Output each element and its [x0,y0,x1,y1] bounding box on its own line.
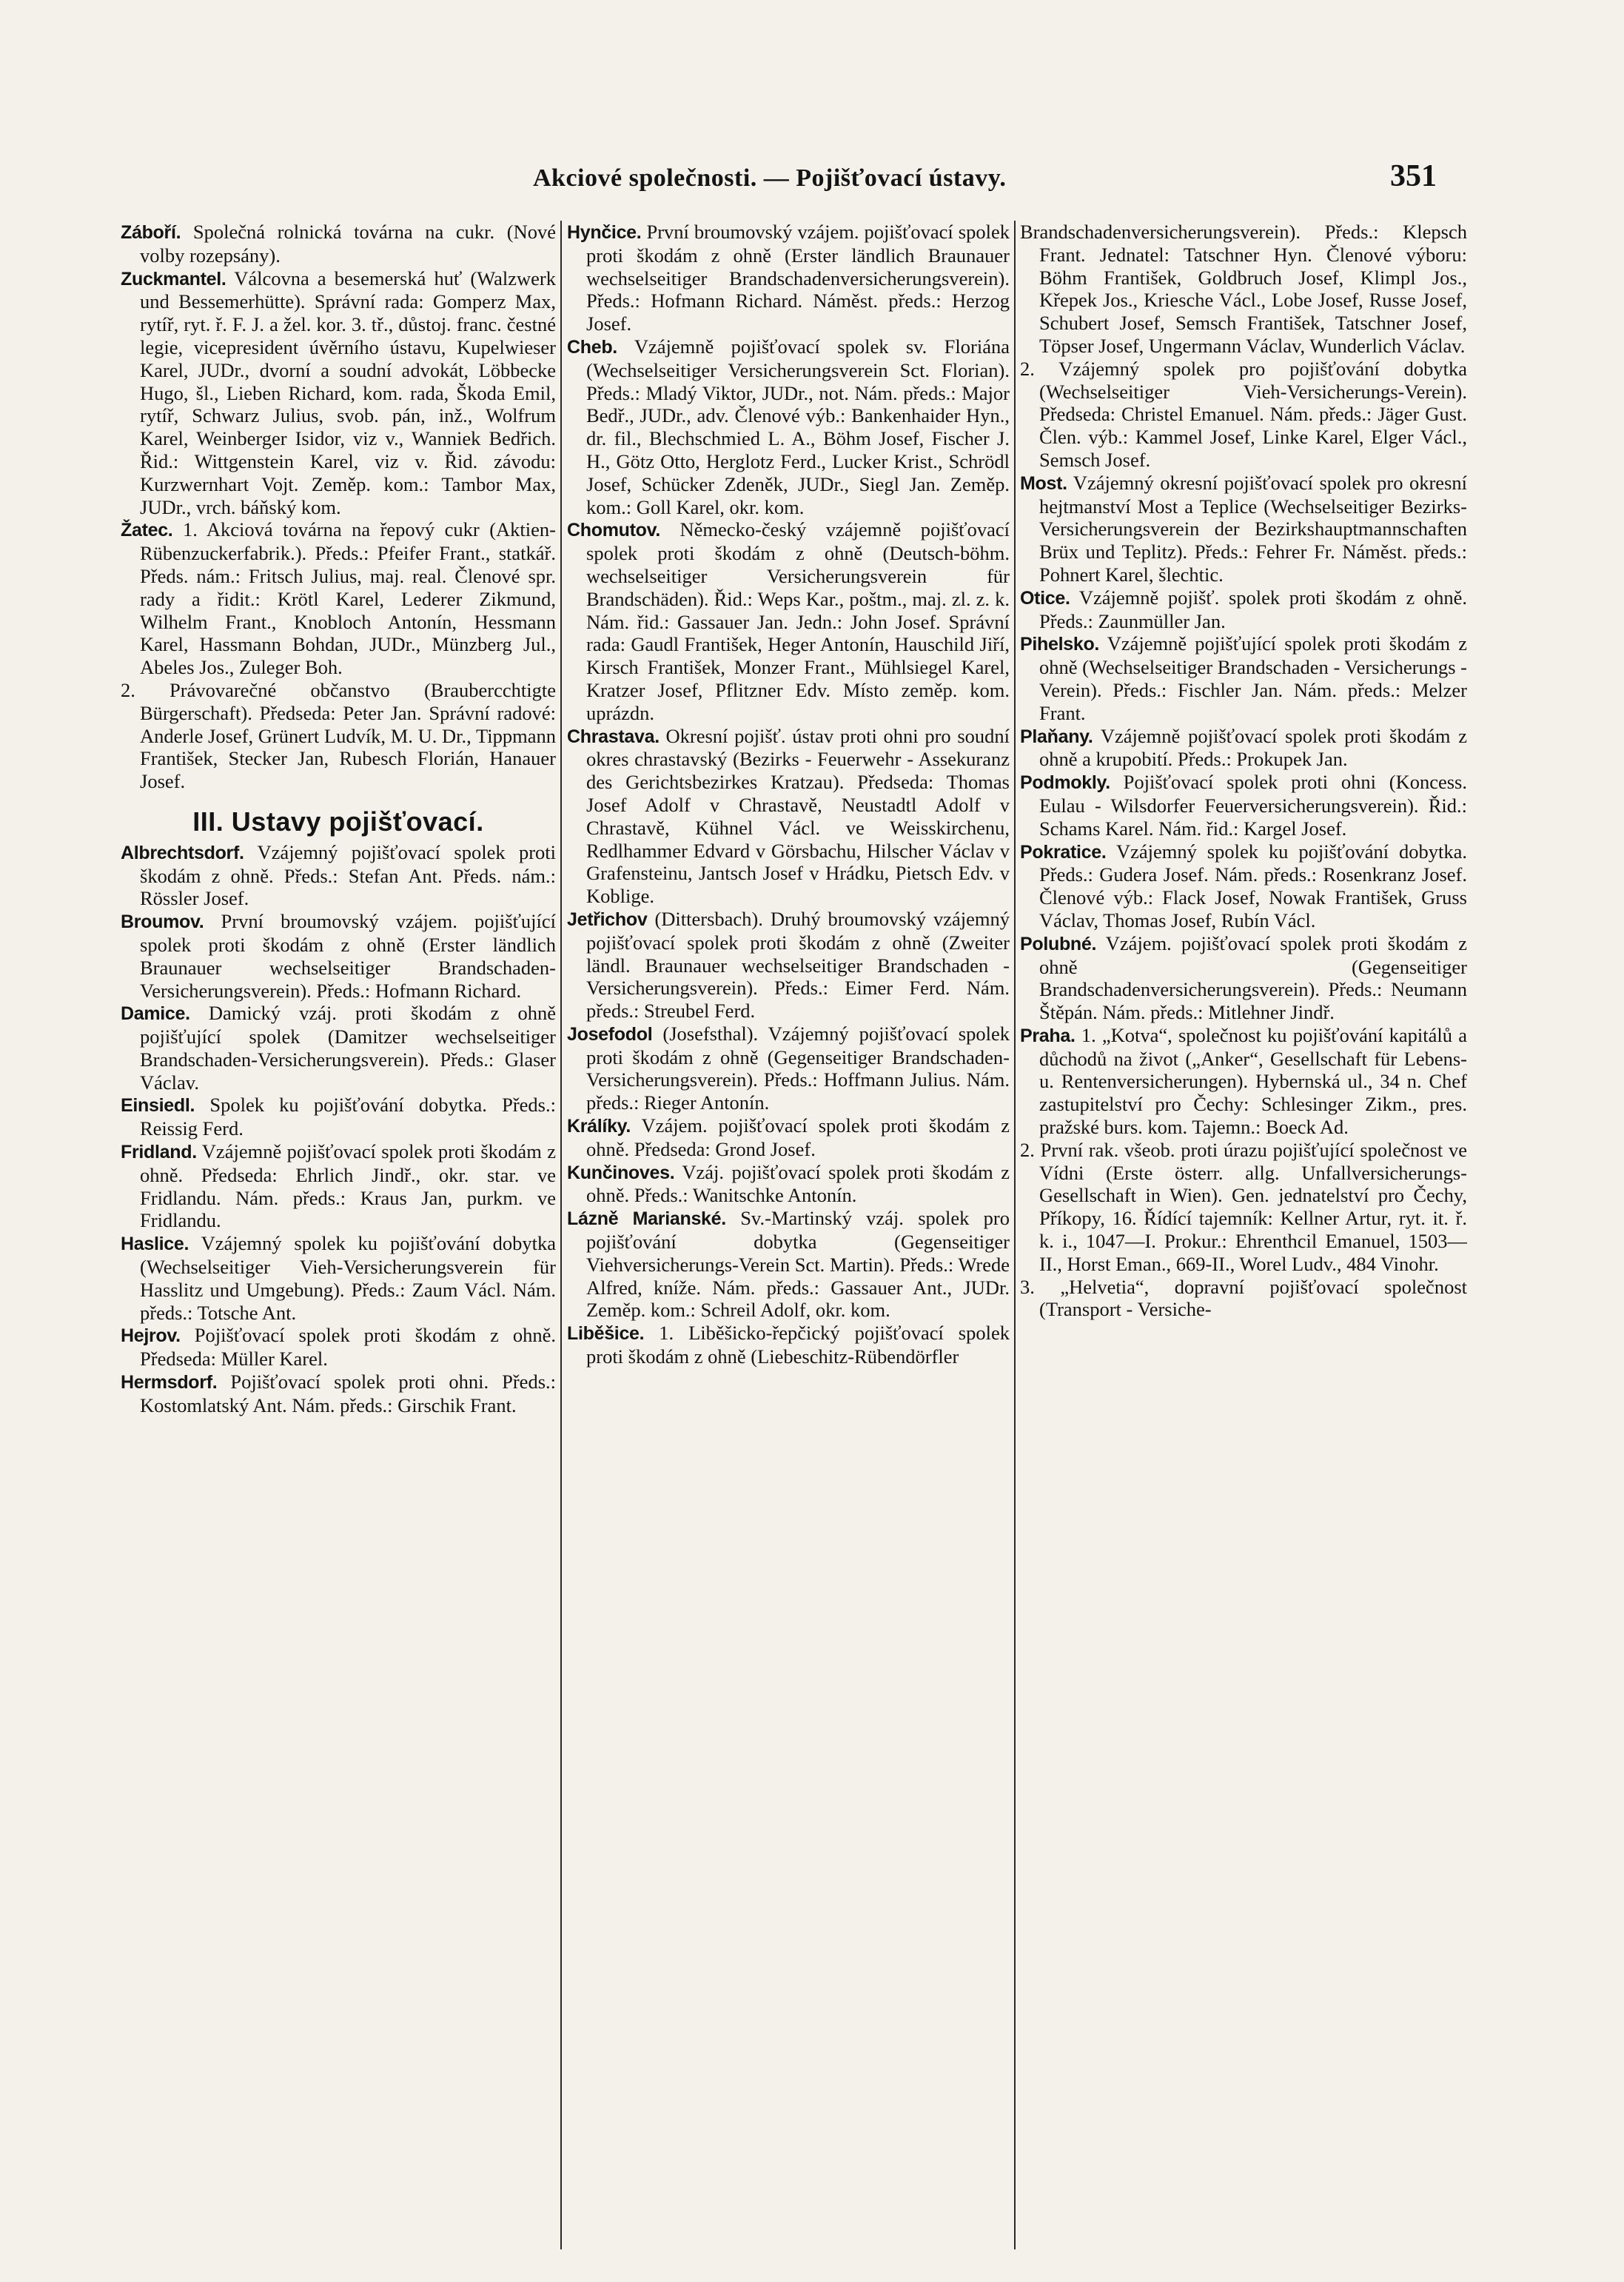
entry-text: 1. Liběšicko-řepčický pojišťovací spolek proti škodám z ohně (Liebeschitz-Rübendörfler [586,1322,1010,1368]
entry-josefodol [567,1022,1010,1114]
entry-text: Pojišťovací spolek proti ohni. Předs.: Kostomlatský Ant. Nám. předs.: Girschik Frant. [140,1371,556,1416]
entry-text: Sv.-Martinský vzáj. spolek pro pojišťování dobytka (Gegenseitiger Viehversicherungs-Verein Sct. Martin). Předs.: Wrede Alfred, kníže. Nám. předs.: Gassauer Ant., JUDr. Zeměp. kom.: Schreil Adolf, okr. kom. [586,1207,1010,1322]
entry-text: Vzáj. pojišťovací spolek proti škodám z ohně. Předs.: Wanitschke Antonín. [586,1160,1010,1207]
entry-praha-3: 3. „Helvetia“, dopravní pojišťovací společnost (Transport - Versiche- [1020,1275,1467,1321]
entry-keyword: Chomutov. [567,520,660,541]
entry-albrechtsdorf [121,840,556,910]
entry-keyword: Žatec. [121,520,173,541]
entry-zuckmantel [121,267,556,519]
entry-text: Damický vzáj. proti škodám z ohně pojišťující spolek (Damitzer wechselseitiger Brandschaden-Versicherungsverein). Předs.: Glaser Václav. [140,1002,556,1094]
entry-text: (Dittersbach). Druhý broumovský vzájemný pojišťovací spolek proti škodám z ohně (Zweiter ländl. Braunauer wechselseitiger Brandschaden - Versicherungsverein). Předs.: Eimer Ferd. Nám. předs.: Streubel Ferd. [586,907,1010,1023]
entry-text: 1. „Kotva“, společnost ku pojišťování kapitálů a důchodů na život („Anker“, Gesellschaft für Lebens- u. Rentenversicherungen). Hybernská ul., 34 n. Chef zastupitelství pro Čechy: Schlesinger Zikm., pres. pražské burs. kom. Tajemn.: Boeck Ad. [1039,1023,1467,1139]
entry-keyword: Einsiedl. [121,1095,195,1117]
entry-text: První broumovský vzájem. pojišťovací spolek proti škodám z ohně (Erster ländlich Braunauer wechselseitiger Brandschadenversicherungsverein). Předs.: Hofmann Richard. Náměst. předs.: Herzog Josef. [586,221,1010,335]
entry-keyword: Haslice. [121,1234,189,1255]
entry-keyword: Polubné. [1020,933,1097,954]
entry-zabori [121,221,556,267]
entry-polubne [1020,931,1467,1024]
column-divider [1014,221,1016,2249]
entry-text: Válcovna a besemerská huť (Walzwerk und Bessemerhütte). Správní rada: Gomperz Max, rytíř, ryt. ř. F. J. a žel. kor. 3. tř., důstoj. franc. čestné legie, vicepresident úvěrního ústavu, Kupelwieser Karel, JUDr., dvorní a soudní advokát, Löbbecke Hugo, šl., Lieben Richard, kom. rada, Škoda Emil, rytíř, Schwarz Julius, svob. pán, inž., Wolfrum Karel, Weinberger Isidor, viz v., Wanniek Bedřich. Řid.: Wittgenstein Karel, viz v. Řid. závodu: Kurzwernhart Vojt. Zeměp. kom.: Tambor Max, JUDr., vrch. báňský kom. [140,267,556,518]
entry-einsiedl [121,1094,556,1140]
page-number: 351 [1390,159,1437,193]
entry-keyword: Praha. [1020,1025,1076,1046]
entry-keyword: Hejrov. [121,1325,181,1347]
entry-most [1020,471,1467,586]
entry-lazne-marianske [567,1207,1010,1322]
entry-text: Vzájemný okresní pojišťovací spolek pro okresní hejtmanství Most a Teplice (Wechselseitiger Bezirks-Versicherungsverein der Bezirkshauptmannschaften Brüx und Teplitz). Předs.: Fehrer Fr. Náměst. předs.: Pohnert Karel, šlechtic. [1039,471,1467,586]
entry-planany [1020,724,1467,772]
entry-text: (Josefsthal). Vzájemný pojišťovací spolek proti škodám z ohně (Gegenseitiger Brandschaden-Versicherungsverein). Předs.: Hoffmann Julius. Nám. předs.: Rieger Antonín. [586,1022,1010,1114]
entry-text: Spolek ku pojišťování dobytka. Předs.: Reissig Ferd. [140,1094,556,1140]
entry-keyword: Pihelsko. [1020,634,1100,655]
entry-keyword: Chrastava. [567,726,660,747]
entry-text: Okresní pojišť. ústav proti ohni pro soudní okres chrastavský (Bezirks - Feuerwehr - Assekuranz des Gerichtsbezirkes Kratzau). Předseda: Thomas Josef Adolf v Chrastavě, Neustadtl Adolf v Chrastavě, Kühnel Václ. ve Weisskirchenu, Redlhammer Edvard v Görsbachu, Hilscher Václav v Grafensteinu, Jantsch Josef v Hrádku, Pietsch Edv. v Koblige. [586,724,1010,908]
entry-text: Vzájemně pojišť. spolek proti škodám z ohně. Předs.: Zaunmüller Jan. [1039,586,1467,632]
entry-praha [1020,1023,1467,1139]
entry-zatec-2: 2. Právovarečné občanstvo (Braubercchtigte Bürgerschaft). Předseda: Peter Jan. Správní radové: Anderle Josef, Grünert Ludvík, M. U. Dr., Tippmann František, Stecker Jan, Rubesch Florián, Hanauer Josef. [121,678,556,793]
entry-jetrichov [567,907,1010,1023]
entry-pokratice [1020,840,1467,932]
running-title: Akciové společnosti. — Pojišťovací ústavy. [533,164,1007,192]
entry-fridland [121,1140,556,1232]
entry-keyword: Zuckmantel. [121,268,227,290]
entry-libesice-2: 2. Vzájemný spolek pro pojišťování dobytka (Wechselseitiger Vieh-Versicherungs-Verein). Předseda: Christel Emanuel. Nám. předs.: Jäger Gust. Člen. výb.: Kammel Josef, Linke Karel, Elger Václ., Semsch Josef. [1020,357,1467,471]
entry-hyncice [567,221,1010,335]
entry-pihelsko [1020,632,1467,724]
column-middle [567,221,1010,2279]
entry-text: Pojišťovací spolek proti ohni (Koncess. Eulau - Wilsdorfer Feuerversicherungsverein). Řid.: Schams Karel. Nám. řid.: Kargel Josef. [1039,771,1467,840]
entry-text: Vzájem. pojišťovací spolek proti škodám z ohně (Gegenseitiger Brandschadenversicherungsverein). Předs.: Neumann Štěpán. Nám. předs.: Mitlehner Jindř. [1039,931,1467,1024]
entry-text: Vzájemně pojišťující spolek proti škodám z ohně (Wechselseitiger Brandschaden - Versicherungs - Verein). Předs.: Fischler Jan. Nám. předs.: Melzer Frant. [1039,632,1467,724]
entry-chomutov [567,518,1010,724]
entry-text: Vzájemně pojišťovací spolek proti škodám z ohně a krupobití. Předs.: Prokupek Jan. [1039,724,1467,771]
entry-keyword: Broumov. [121,911,204,933]
entry-text: Pojišťovací spolek proti škodám z ohně. Předseda: Müller Karel. [140,1324,556,1371]
entry-text: Vzájemný spolek ku pojišťování dobytka. Předs.: Gudera Josef. Nám. předs.: Rosenkranz Josef. Členové výb.: Flack Josef, Nowak František, Gruss Václav, Thomas Josef, Rubín Václ. [1039,840,1467,931]
section-heading: III. Ustavy pojišťovací. [192,806,484,837]
entry-keyword: Lázně Marianské. [567,1208,726,1230]
entry-praha-2: 2. První rak. všeob. proti úrazu pojišťující společnost ve Vídni (Erste österr. allg. Unfallversicherungs-Gesellschaft in Wien). Gen. jednatelství pro Čechy, Příkopy, 16. Řídící tajemník: Kellner Artur, ryt. it. ř. k. i., 1047—I. Prokur.: Ehrenthcil Emanuel, 1503—II., Horst Eman., 669-II., Worel Ludv., 484 Vinohr. [1020,1138,1467,1275]
entry-keyword: Plaňany. [1020,726,1093,747]
column-right [1020,221,1467,2279]
entry-hejrov [121,1324,556,1371]
entry-text: Vzájemně pojišťovací spolek proti škodám z ohně. Předseda: Ehrlich Jindř., okr. star. ve Fridlandu. Nám. předs.: Kraus Jan, purkm. ve Fridlandu. [140,1140,556,1232]
entry-haslice [121,1232,556,1324]
entry-broumov [121,910,556,1002]
entry-text: 1. Akciová továrna na řepový cukr (Aktien-Rübenzuckerfabrik.). Předs.: Pfeifer Frant., statkář. Předs. nám.: Fritsch Julius, maj. real. Členové spr. rady a řidit.: Krötl Karel, Lederer Zikmund, Wilhelm Frant., Knobloch Antonín, Hessmann Karel, Hassmann Bohdan, JUDr., Münzberg Jul., Abeles Jos., Zuleger Boh. [140,518,556,679]
entry-chrastava [567,724,1010,908]
entry-text: Vzájemně pojišťovací spolek sv. Floriána (Wechselseitiger Versicherungsverein Sct. Florian). Předs.: Mladý Viktor, JUDr., not. Nám. předs.: Major Bedř., JUDr., adv. Členové výb.: Bankenhaider Hyn., dr. fil., Blechschmied L. A., Böhm Josef, Fischer J. H., Götz Otto, Herglotz Ferd., Lucker Krist., Schrödl Josef, Schücker Zdeněk, JUDr., Siegl Jan. Zeměp. kom.: Goll Karel, okr. kom. [586,335,1010,518]
entry-text: První broumovský vzájem. pojišťující spolek proti škodám z ohně (Erster ländlich Braunauer wechselseitiger Brandschaden-Versicherungsverein). Předs.: Hofmann Richard. [140,910,556,1002]
entry-keyword: Cheb. [567,336,617,358]
entry-keyword: Otice. [1020,587,1070,609]
entry-text: Německo-český vzájemně pojišťovací spolek proti škodám z ohně (Deutsch-böhm. wechselseitiger Versicherungsverein für Brandschäden). Řid.: Weps Kar., poštm., maj. zl. z. k. Nám. řid.: Gassauer Jan. Jedn.: John Josef. Správní rada: Gaudl František, Heger Antonín, Hauschild Jiří, Kirsch František, Monzer Frant., Mühlsiegel Karel, Kratzer Josef, Pflitzner Edv. Místo zeměp. kom. uprázdn. [586,518,1010,724]
entry-text: Vzájemný pojišťovací spolek proti škodám z ohně. Předs.: Stefan Ant. Předs. nám.: Rössler Josef. [140,840,556,910]
entry-keyword: Albrechtsdorf. [121,842,244,863]
entry-keyword: Pokratice. [1020,841,1107,863]
entry-otice [1020,586,1467,633]
entry-keyword: Podmokly. [1020,772,1110,794]
page-header [118,159,1451,201]
entry-libesice [567,1322,1010,1368]
entry-kuncinoves [567,1160,1010,1208]
entry-keyword: Záboří. [121,222,181,243]
entry-keyword: Hermsdorf. [121,1372,218,1393]
column-divider [560,221,562,2249]
entry-keyword: Jetřichov [567,909,648,930]
entry-libesice-continued: Brandschadenversicherungsverein). Předs.: Klepsch Frant. Jednatel: Tatschner Hyn. Členové výboru: Böhm František, Goldbruch Josef, Klimpl Jos., Křepek Jos., Kriesche Václ., Lobe Josef, Russe Josef, Schubert Josef, Semsch František, Tatschner Josef, Töpser Josef, Ungermann Václav, Wunderlich Václav. [1020,221,1467,357]
entry-keyword: Fridland. [121,1142,197,1163]
entry-keyword: Kunčinoves. [567,1162,675,1183]
entry-keyword: Most. [1020,472,1067,494]
entry-text: Vzájemný spolek ku pojišťování dobytka (Wechselseitiger Vieh-Versicherungsverein für Hasslitz und Umgebung). Předs.: Zaum Václ. Nám. předs.: Totsche Ant. [140,1232,556,1324]
entry-hermsdorf [121,1371,556,1417]
entry-keyword: Josefodol [567,1023,653,1045]
entry-keyword: Králíky. [567,1116,631,1137]
entry-damice [121,1002,556,1094]
entry-kraliky [567,1114,1010,1161]
entry-zatec [121,518,556,679]
entry-text: Společná rolnická továrna na cukr. (Nové volby rozepsány). [140,221,556,267]
entry-keyword: Damice. [121,1003,190,1025]
column-left [121,221,556,2279]
entry-podmokly [1020,771,1467,840]
entry-keyword: Liběšice. [567,1323,645,1345]
entry-text: Vzájem. pojišťovací spolek proti škodám z ohně. Předseda: Grond Josef. [586,1114,1010,1160]
entry-keyword: Hynčice. [567,222,642,243]
entry-cheb [567,335,1010,518]
